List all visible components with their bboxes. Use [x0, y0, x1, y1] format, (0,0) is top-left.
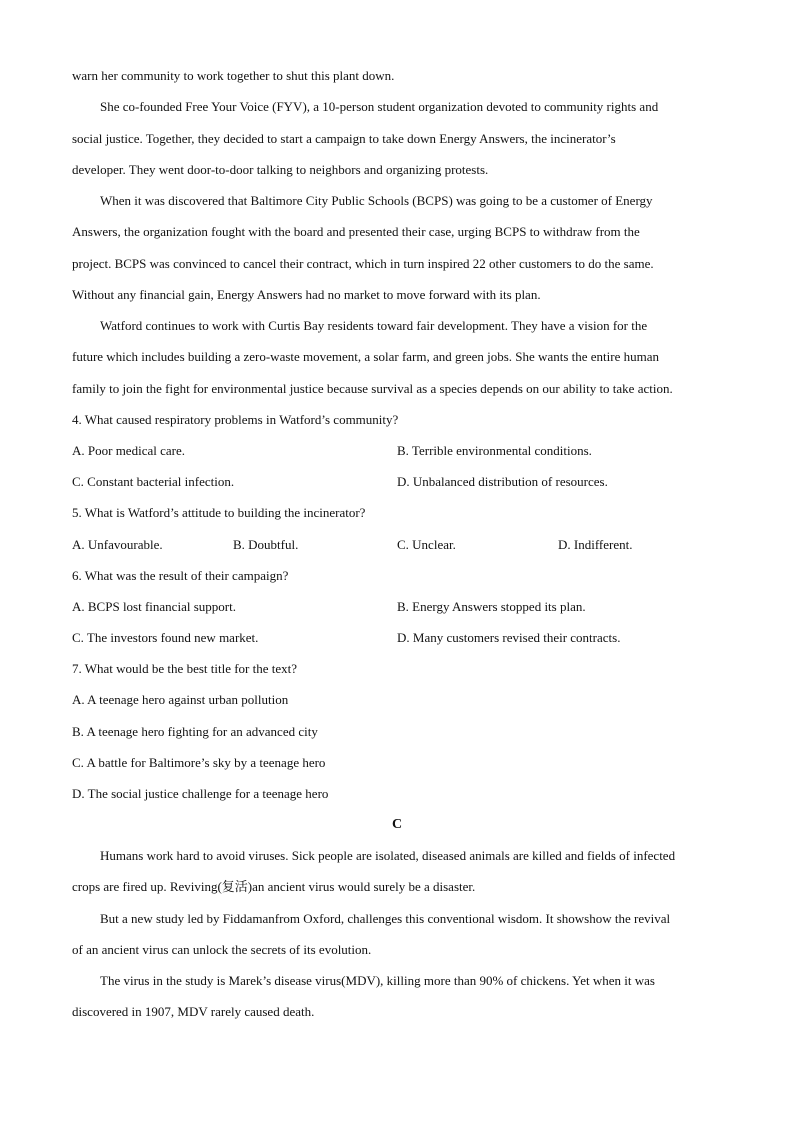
- passage-line: warn her community to work together to shut this plant down.: [72, 68, 395, 83]
- answer-option[interactable]: A. BCPS lost financial support.: [72, 599, 236, 614]
- passage-line: project. BCPS was convinced to cancel their contract, which in turn inspired 22 other customers to do the same.: [72, 256, 654, 271]
- answer-option[interactable]: A. Poor medical care.: [72, 443, 185, 458]
- answer-option[interactable]: A. Unfavourable.: [72, 537, 163, 552]
- answer-option[interactable]: B. Terrible environmental conditions.: [397, 443, 592, 458]
- passage-line: Answers, the organization fought with the board and presented their case, urging BCPS to withdraw from the: [72, 224, 640, 239]
- question-stem: 6. What was the result of their campaign?: [72, 568, 289, 583]
- passage-line: discovered in 1907, MDV rarely caused death.: [72, 1004, 315, 1019]
- passage-line: When it was discovered that Baltimore City Public Schools (BCPS) was going to be a customer of Energy: [100, 193, 653, 208]
- passage-line: family to join the fight for environmental justice because survival as a species depends on our ability to take action.: [72, 381, 673, 396]
- answer-option[interactable]: C. Constant bacterial infection.: [72, 474, 235, 489]
- answer-option[interactable]: D. Indifferent.: [558, 537, 633, 552]
- answer-option[interactable]: B. Energy Answers stopped its plan.: [397, 599, 586, 614]
- passage-line: developer. They went door-to-door talking to neighbors and organizing protests.: [72, 162, 489, 177]
- answer-option[interactable]: B. A teenage hero fighting for an advanced city: [72, 724, 318, 739]
- answer-option[interactable]: C. Unclear.: [397, 537, 456, 552]
- answer-option[interactable]: D. Unbalanced distribution of resources.: [397, 474, 608, 489]
- passage-line: She co-founded Free Your Voice (FYV), a 10-person student organization devoted to community rights and: [100, 99, 659, 114]
- answer-option[interactable]: D. Many customers revised their contracts.: [397, 630, 621, 645]
- question-stem: 7. What would be the best title for the text?: [72, 661, 298, 676]
- passage-line: Without any financial gain, Energy Answers had no market to move forward with its plan.: [72, 287, 541, 302]
- passage-line: Watford continues to work with Curtis Bay residents toward fair development. They have a vision for the: [100, 318, 648, 333]
- passage-line: future which includes building a zero-waste movement, a solar farm, and green jobs. She wants the entire human: [72, 349, 659, 364]
- answer-option[interactable]: C. The investors found new market.: [72, 630, 259, 645]
- passage-line: social justice. Together, they decided to start a campaign to take down Energy Answers, the incinerator’s: [72, 131, 616, 146]
- passage-line: But a new study led by Fiddamanfrom Oxford, challenges this conventional wisdom. It showshow the revival: [100, 911, 671, 926]
- answer-option[interactable]: C. A battle for Baltimore’s sky by a teenage hero: [72, 755, 326, 770]
- question-stem: 4. What caused respiratory problems in Watford’s community?: [72, 412, 399, 427]
- answer-option[interactable]: B. Doubtful.: [233, 537, 299, 552]
- passage-line: of an ancient virus can unlock the secrets of its evolution.: [72, 942, 372, 957]
- answer-option[interactable]: A. A teenage hero against urban pollution: [72, 692, 289, 707]
- answer-option[interactable]: D. The social justice challenge for a teenage hero: [72, 786, 329, 801]
- question-stem: 5. What is Watford’s attitude to building the incinerator?: [72, 505, 366, 520]
- section-heading: C: [391, 817, 403, 832]
- passage-line: crops are fired up. Reviving(复活)an ancient virus would surely be a disaster.: [72, 879, 476, 894]
- passage-line: The virus in the study is Marek’s disease virus(MDV), killing more than 90% of chickens. Yet when it was: [100, 973, 655, 988]
- passage-line: Humans work hard to avoid viruses. Sick people are isolated, diseased animals are killed and fields of infected: [100, 848, 676, 863]
